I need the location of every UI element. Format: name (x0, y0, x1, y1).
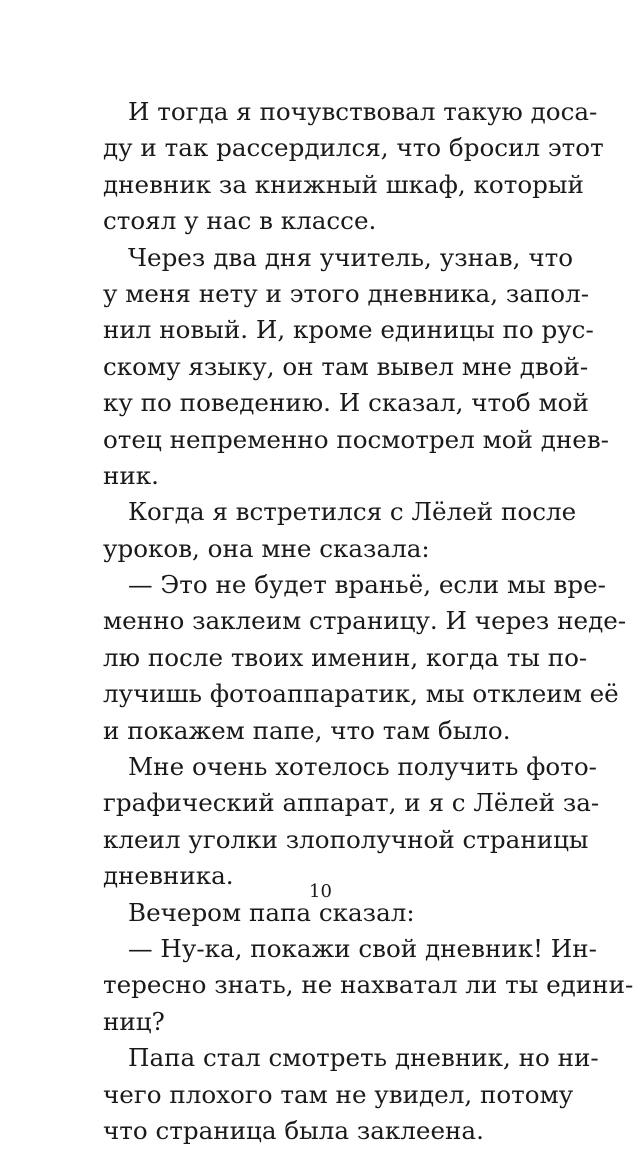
text-line: отец непременно посмотрел мой днев- (103, 424, 609, 454)
text-line: клеил уголки злополучной страницы (103, 824, 589, 854)
text-line: Когда я встретился с Лёлей после (128, 497, 577, 527)
paragraph-2 (103, 240, 609, 495)
text-line: — Это не будет враньё, если мы вре- (128, 570, 606, 600)
text-line: тересно знать, не нахватал ли ты едини- (103, 970, 634, 1000)
text-line: Папа стал смотреть дневник, но ни- (128, 1043, 599, 1073)
text-line: у меня нету и этого дневника, запол- (103, 278, 590, 308)
text-line: ниц? (103, 1006, 165, 1036)
text-line: лю после твоих именин, когда ты по- (103, 642, 588, 672)
text-line: и покажем папе, что там было. (103, 715, 511, 745)
text-line: чего плохого там не увидел, потому (103, 1079, 574, 1109)
text-line: Вечером папа сказал: (128, 897, 415, 927)
text-line: ник. (103, 460, 159, 490)
paragraph-1 (103, 94, 604, 240)
text-line: менно заклеим страницу. И через неде- (103, 606, 627, 636)
text-line: Мне очень хотелось получить фото- (128, 752, 597, 782)
text-line: Через два дня учитель, узнав, что (128, 242, 573, 272)
paragraph-5 (103, 749, 600, 895)
paragraph-8 (103, 1040, 599, 1149)
text-line: дневник за книжный шкаф, который (103, 169, 584, 199)
text-line: скому языку, он там вывел мне двой- (103, 351, 589, 381)
paragraph-4 (103, 567, 627, 749)
text-line: ду и так рассердился, что бросил этот (103, 133, 604, 163)
text-line: стоял у нас в классе. (103, 206, 377, 236)
text-line: графический аппарат, и я с Лёлей за- (103, 788, 600, 818)
text-line: ку по поведению. И сказал, чтоб мой (103, 388, 589, 418)
text-body (103, 94, 634, 1149)
paragraph-3 (103, 494, 577, 567)
text-line: что страница была заклеена. (103, 1115, 484, 1145)
paragraph-7 (103, 931, 634, 1040)
text-line: дневника. (103, 861, 234, 891)
text-line: уроков, она мне сказала: (103, 533, 430, 563)
text-line: нил новый. И, кроме единицы по рус- (103, 315, 594, 345)
text-line: И тогда я почувствовал такую доса- (128, 97, 598, 126)
text-line: — Ну-ка, покажи свой дневник! Ин- (128, 933, 597, 963)
page-number: 10 (309, 881, 332, 902)
text-line: лучишь фотоаппаратик, мы отклеим её (103, 679, 619, 709)
